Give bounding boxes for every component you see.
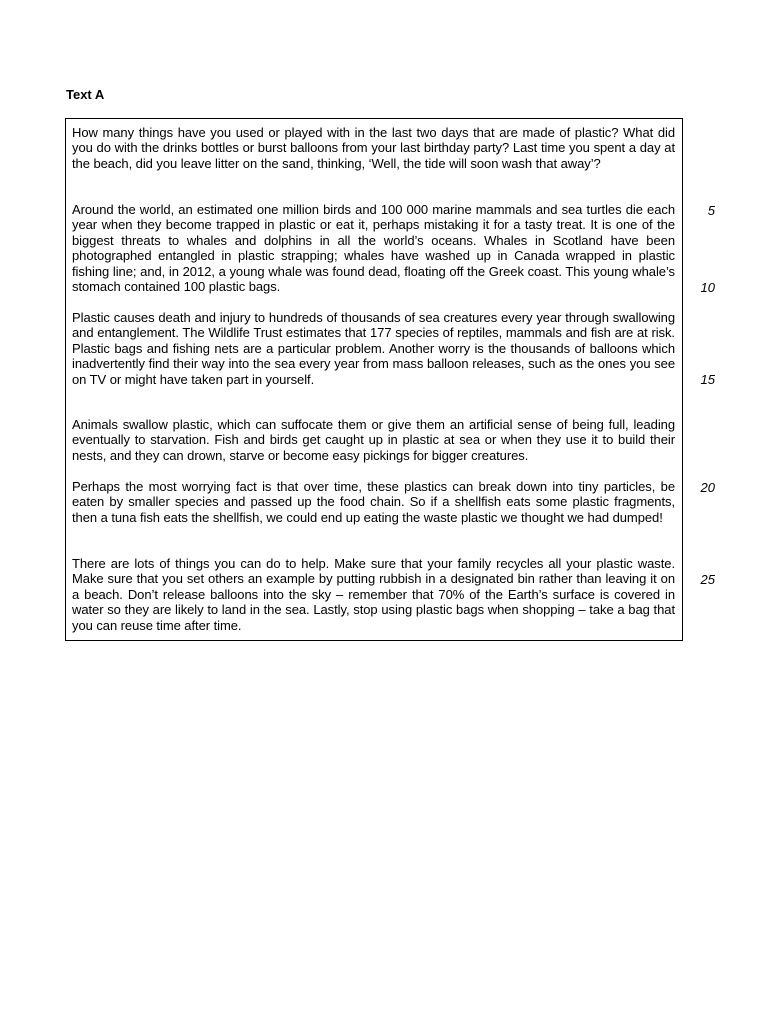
paragraph-5: Perhaps the most worrying fact is that over time, these plastics can break down into tiny particles, be eaten by smaller species and passed up the food chain. So if a shellfish eats some plastic fragments, then a tuna fish eats the shellfish, we could end up eating the waste plastic we thought we had dumped!	[72, 479, 675, 525]
paragraph-3: Plastic causes death and injury to hundreds of thousands of sea creatures every year through swallowing and entanglement. The Wildlife Trust estimates that 177 species of reptiles, mammals and fish are at risk. Plastic bags and fishing nets are a particular problem. Another worry is the thousands of balloons which inadvertently find their way into the sea every year from mass balloon releases, such as the ones you see on TV or might have taken part in yourself.	[72, 310, 675, 387]
line-number-10: 10	[700, 280, 715, 295]
paragraph-2: Around the world, an estimated one million birds and 100 000 marine mammals and sea turtles die each year when they become trapped in plastic or eat it, perhaps mistaking it for a tasty treat. It is one of the biggest threats to whales and dolphins in all the world’s oceans. Whales in Scotland have been photographed entangled in plastic strapping; whales have washed up in Canada wrapped in plastic fishing line; and, in 2012, a young whale was found dead, floating off the Greek coast. This young whale’s stomach contained 100 plastic bags.	[72, 202, 675, 295]
line-number-20: 20	[700, 480, 715, 495]
paragraph-6: There are lots of things you can do to help. Make sure that your family recycles all your plastic waste. Make sure that you set others an example by putting rubbish in a designated bin rather than leaving it on a beach. Don’t release balloons into the sky – remember that 70% of the Earth’s surface is covered in water so they are likely to land in the sea. Lastly, stop using plastic bags when shopping – take a bag that you can reuse time after time.	[72, 556, 675, 633]
paragraph-1: How many things have you used or played with in the last two days that are made of plastic? What did you do with the drinks bottles or burst balloons from your last birthday party? Last time you spent a day at the beach, did you leave litter on the sand, thinking, ‘Well, the tide will soon wash that away’?	[72, 125, 675, 171]
line-number-25: 25	[700, 572, 715, 587]
line-number-5: 5	[707, 203, 715, 218]
line-number-15: 15	[700, 372, 715, 387]
paragraph-4: Animals swallow plastic, which can suffocate them or give them an artificial sense of being full, leading eventually to starvation. Fish and birds get caught up in plastic at sea or when they use it to build their nests, and they can drown, starve or become easy pickings for bigger creatures.	[72, 417, 675, 463]
text-heading: Text A	[66, 87, 105, 102]
